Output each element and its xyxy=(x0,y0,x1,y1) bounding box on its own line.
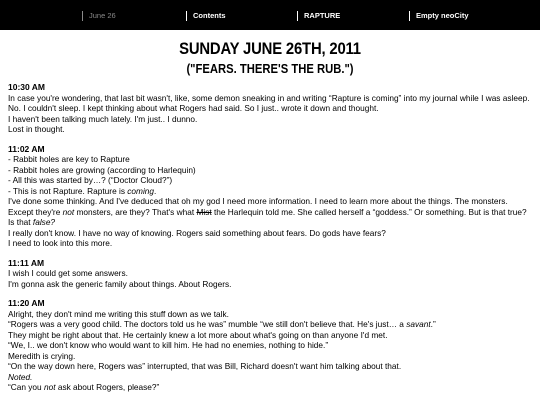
entry-text: I wish I could get some answers. xyxy=(8,268,128,278)
text-segment: Except they're xyxy=(8,206,63,217)
entry-text xyxy=(8,319,534,330)
entry-text xyxy=(8,207,534,218)
entry-text: Meredith is crying. xyxy=(8,350,76,361)
journal-content xyxy=(8,82,534,402)
entry-text: - Rabbit holes are key to Rapture xyxy=(8,154,130,164)
text-segment: “Can you xyxy=(8,382,44,392)
entry-text: I haven't been talking much lately. I'm just.. I dunno. xyxy=(8,113,198,124)
nav-empty-neocity-link[interactable]: Empty neoCity xyxy=(409,11,469,21)
entry-text: They might be right about that. He certainly knew a lot more about what's going on than anyone I'd met. xyxy=(8,329,388,340)
struck-text: Mist xyxy=(196,206,212,217)
entry-text: I've done some thinking. And I've deduced that oh my god I need more information. I need to learn more about the things. The monsters. xyxy=(8,196,508,206)
page-subtitle: ("FEARS. THERE'S THE RUB.") xyxy=(186,62,354,76)
text-segment: .” xyxy=(430,319,436,329)
entry-text: “We, I.. we don't know who would want to kill him. He had no enemies, nothing to hide.” xyxy=(8,340,329,350)
entry-text: - All this was started by…? (“Doctor Cloud?”) xyxy=(8,175,173,185)
emphasis-text: not xyxy=(62,206,75,217)
entry-time: 11:20 AM xyxy=(8,298,45,308)
page-title: SUNDAY JUNE 26TH, 2011 xyxy=(179,40,361,58)
emphasis-text: savant xyxy=(406,319,431,329)
entry-text xyxy=(8,217,534,228)
entry-text: “On the way down here, Rogers was” interrupted, that was Bill, Richard doesn't want him talking about that. xyxy=(8,361,402,371)
entry-text: In case you're wondering, that last bit wasn't, like, some demon sneaking in and writing “Rapture is coming” into my journal while I was asleep. No. I couldn't sleep. I kept thinking about what Rogers had said. So I just.. wrote it down and thought. xyxy=(8,92,530,113)
entry-time: 11:11 AM xyxy=(8,257,45,268)
journal-entry xyxy=(8,258,534,290)
nav-contents-link[interactable]: Contents xyxy=(186,11,226,21)
emphasis-text: not xyxy=(43,382,56,392)
text-segment: monsters, are they? That's what xyxy=(74,206,197,217)
entry-time: 10:30 AM xyxy=(8,82,46,92)
emphasis-text: coming xyxy=(127,185,155,196)
text-segment: . xyxy=(154,185,157,196)
entry-text xyxy=(8,186,534,197)
entry-text: I'm gonna ask the generic family about things. About Rogers. xyxy=(8,278,232,289)
text-segment: - This is not Rapture. Rapture is xyxy=(8,185,128,196)
nav-rapture-link[interactable]: RAPTURE xyxy=(297,11,340,21)
text-segment: ask about Rogers, please?” xyxy=(55,382,160,392)
entry-text xyxy=(8,382,534,393)
entry-text xyxy=(8,372,534,383)
nav-date-link[interactable]: June 26 xyxy=(82,11,116,21)
text-segment: “Rogers was a very good child. The doctors told us he was” mumble “we still don't believe that. He's just… a xyxy=(8,319,407,329)
entry-text: Lost in thought. xyxy=(8,124,65,134)
journal-entry xyxy=(8,144,534,249)
journal-entry xyxy=(8,82,534,135)
entry-time: 11:02 AM xyxy=(8,143,45,154)
entry-text: - Rabbit holes are growing (according to Harlequin) xyxy=(8,164,196,175)
emphasis-text: false? xyxy=(32,217,56,227)
text-segment: the Harlequin told me. She called herself a “goddess.” Or something. But is that true? xyxy=(211,206,527,217)
text-segment: Is that xyxy=(8,217,33,227)
entry-text: Alright, they don't mind me writing this stuff down as we talk. xyxy=(8,308,229,319)
entry-text: I really don't know. I have no way of knowing. Rogers said something about fears. Do gods have fears? xyxy=(8,227,386,238)
journal-entry xyxy=(8,298,534,393)
top-nav-bar xyxy=(0,0,540,30)
entry-text: I need to look into this more. xyxy=(8,238,113,248)
emphasis-text: Noted. xyxy=(8,371,33,382)
